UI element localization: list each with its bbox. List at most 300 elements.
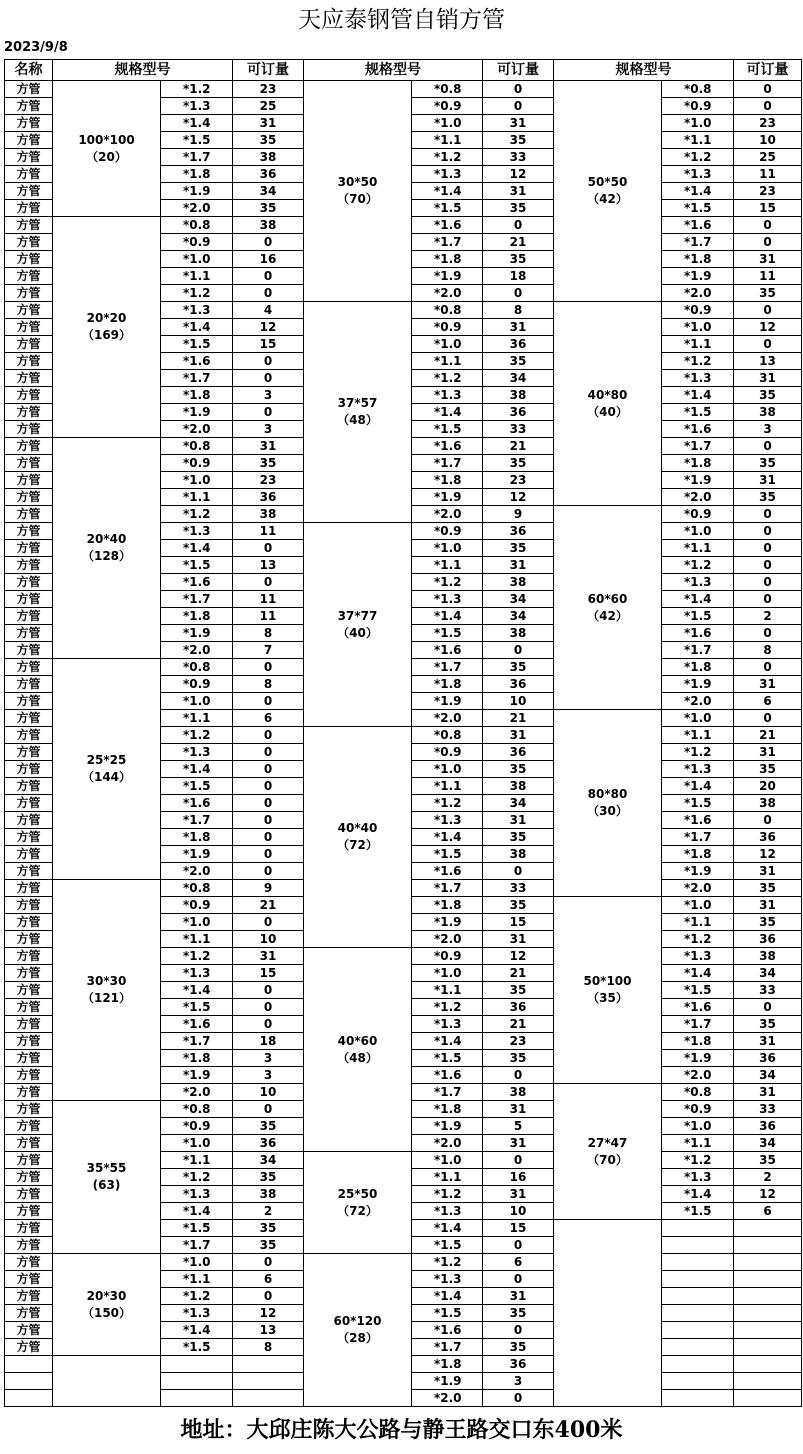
thickness-cell: *1.8 (662, 1033, 734, 1050)
thickness-cell: *1.4 (662, 591, 734, 608)
quantity-cell: 31 (483, 183, 554, 200)
thickness-cell: *0.8 (412, 727, 483, 744)
size-group-cell (53, 1254, 161, 1356)
quantity-cell: 0 (734, 999, 802, 1016)
thickness-cell (662, 1322, 734, 1339)
quantity-cell: 0 (233, 370, 304, 387)
product-name-cell: 方管 (5, 421, 53, 438)
thickness-cell: *1.3 (412, 591, 483, 608)
quantity-cell: 23 (483, 1033, 554, 1050)
quantity-cell: 3 (233, 387, 304, 404)
product-name-cell: 方管 (5, 761, 53, 778)
size-count: （72） (337, 1203, 378, 1218)
quantity-cell: 35 (483, 659, 554, 676)
thickness-cell: *1.7 (412, 659, 483, 676)
quantity-cell: 35 (233, 200, 304, 217)
quantity-cell: 38 (483, 1084, 554, 1101)
thickness-cell: *1.8 (412, 1101, 483, 1118)
quantity-cell: 35 (734, 880, 802, 897)
product-name-cell: 方管 (5, 880, 53, 897)
header-row (5, 60, 802, 81)
thickness-cell: *1.7 (662, 438, 734, 455)
size-count: （70） (337, 192, 378, 206)
quantity-cell: 31 (734, 1033, 802, 1050)
thickness-cell: *2.0 (161, 863, 233, 880)
quantity-cell: 38 (734, 948, 802, 965)
size-group-cell (554, 897, 662, 1084)
thickness-cell: *1.5 (412, 200, 483, 217)
quantity-cell: 21 (233, 897, 304, 914)
thickness-cell: *1.3 (161, 98, 233, 115)
quantity-cell: 35 (734, 1152, 802, 1169)
thickness-cell: *1.8 (161, 829, 233, 846)
quantity-cell: 31 (483, 1135, 554, 1152)
thickness-cell: *1.8 (662, 251, 734, 268)
quantity-cell: 0 (483, 285, 554, 302)
thickness-cell (662, 1288, 734, 1305)
thickness-cell: *1.2 (161, 81, 233, 98)
thickness-cell: *2.0 (412, 1390, 483, 1407)
thickness-cell: *1.5 (662, 1203, 734, 1220)
thickness-cell: *1.4 (662, 1186, 734, 1203)
product-name-cell: 方管 (5, 727, 53, 744)
thickness-cell: *1.1 (412, 1169, 483, 1186)
size-count: （48） (337, 413, 378, 427)
quantity-cell: 31 (483, 115, 554, 132)
quantity-cell: 7 (233, 642, 304, 659)
thickness-cell: *1.2 (161, 506, 233, 523)
quantity-cell: 13 (233, 1322, 304, 1339)
quantity-cell: 31 (734, 863, 802, 880)
quantity-cell: 36 (483, 999, 554, 1016)
quantity-cell: 0 (734, 574, 802, 591)
product-name-cell: 方管 (5, 319, 53, 336)
quantity-cell: 9 (233, 880, 304, 897)
product-name-cell: 方管 (5, 115, 53, 132)
size-group-cell (53, 438, 161, 659)
size-group-cell (53, 81, 161, 217)
quantity-cell: 31 (483, 1101, 554, 1118)
thickness-cell: *1.1 (662, 914, 734, 931)
product-name-cell: 方管 (5, 1169, 53, 1186)
thickness-cell: *1.9 (161, 846, 233, 863)
quantity-cell: 36 (734, 1118, 802, 1135)
thickness-cell: *1.9 (161, 183, 233, 200)
thickness-cell: *1.3 (161, 302, 233, 319)
quantity-cell: 0 (734, 710, 802, 727)
quantity-cell: 16 (483, 1169, 554, 1186)
quantity-cell: 31 (483, 1186, 554, 1203)
product-name-cell: 方管 (5, 1101, 53, 1118)
thickness-cell: *1.4 (161, 319, 233, 336)
product-name-cell: 方管 (5, 472, 53, 489)
quantity-cell: 35 (734, 914, 802, 931)
thickness-cell: *1.1 (161, 1271, 233, 1288)
quantity-cell: 31 (734, 472, 802, 489)
quantity-cell (734, 1288, 802, 1305)
size-count: （128） (81, 549, 132, 563)
thickness-cell: *1.8 (412, 472, 483, 489)
thickness-cell: *1.2 (662, 557, 734, 574)
thickness-cell: *1.0 (412, 1152, 483, 1169)
thickness-cell: *0.9 (161, 455, 233, 472)
quantity-cell: 35 (233, 1237, 304, 1254)
product-name-cell: 方管 (5, 506, 53, 523)
thickness-cell: *1.5 (161, 336, 233, 353)
product-name-cell: 方管 (5, 1288, 53, 1305)
thickness-cell: *1.0 (662, 319, 734, 336)
product-name-cell: 方管 (5, 183, 53, 200)
quantity-cell: 31 (483, 812, 554, 829)
thickness-cell: *1.3 (161, 1186, 233, 1203)
thickness-cell: *1.3 (662, 1169, 734, 1186)
thickness-cell: *1.6 (412, 1322, 483, 1339)
thickness-cell: *1.9 (412, 1118, 483, 1135)
thickness-cell: *1.0 (662, 897, 734, 914)
product-name-cell: 方管 (5, 268, 53, 285)
quantity-cell: 0 (233, 999, 304, 1016)
quantity-cell: 35 (483, 829, 554, 846)
quantity-cell: 13 (734, 353, 802, 370)
thickness-cell: *0.8 (662, 1084, 734, 1101)
thickness-cell: *1.0 (161, 693, 233, 710)
quantity-cell: 12 (233, 1305, 304, 1322)
thickness-cell: *1.6 (662, 625, 734, 642)
thickness-cell: *0.9 (412, 98, 483, 115)
product-name-cell: 方管 (5, 948, 53, 965)
thickness-cell: *1.6 (161, 795, 233, 812)
quantity-cell: 35 (483, 1305, 554, 1322)
quantity-cell (734, 1305, 802, 1322)
size-label: 35*55 (86, 1161, 127, 1175)
thickness-cell: *1.7 (412, 1084, 483, 1101)
thickness-cell: *1.2 (662, 744, 734, 761)
quantity-cell: 31 (233, 438, 304, 455)
quantity-cell: 0 (233, 846, 304, 863)
thickness-cell: *2.0 (412, 710, 483, 727)
quantity-cell (233, 1356, 304, 1373)
thickness-cell: *1.5 (412, 625, 483, 642)
quantity-cell: 13 (233, 557, 304, 574)
thickness-cell: *1.3 (662, 948, 734, 965)
thickness-cell: *1.9 (161, 1067, 233, 1084)
size-count: （169） (81, 328, 132, 342)
size-count: （70） (587, 1152, 628, 1167)
quantity-cell: 36 (233, 166, 304, 183)
thickness-cell: *1.2 (412, 1186, 483, 1203)
quantity-cell (233, 1390, 304, 1407)
thickness-cell: *1.1 (412, 132, 483, 149)
quantity-cell: 0 (233, 574, 304, 591)
thickness-cell: *1.1 (412, 353, 483, 370)
thickness-cell: *0.8 (412, 81, 483, 98)
size-label: 20*40 (86, 532, 127, 546)
quantity-cell: 0 (233, 540, 304, 557)
quantity-cell: 12 (734, 319, 802, 336)
quantity-cell: 11 (734, 166, 802, 183)
thickness-cell: *1.7 (412, 1339, 483, 1356)
thickness-cell: *1.0 (161, 1254, 233, 1271)
thickness-cell (662, 1390, 734, 1407)
quantity-cell: 0 (734, 540, 802, 557)
quantity-cell: 33 (734, 1101, 802, 1118)
quantity-cell: 36 (483, 744, 554, 761)
quantity-cell: 33 (483, 880, 554, 897)
quantity-cell: 0 (734, 812, 802, 829)
thickness-cell: *1.9 (662, 472, 734, 489)
thickness-cell: *1.3 (161, 1305, 233, 1322)
quantity-cell: 35 (483, 761, 554, 778)
quantity-cell: 36 (483, 1356, 554, 1373)
quantity-cell: 35 (233, 132, 304, 149)
quantity-cell: 38 (483, 846, 554, 863)
product-name-cell: 方管 (5, 1186, 53, 1203)
size-label: 25*50 (337, 1186, 378, 1201)
quantity-cell: 0 (233, 761, 304, 778)
quantity-cell: 0 (734, 336, 802, 353)
thickness-cell: *2.0 (161, 200, 233, 217)
thickness-cell: *1.4 (161, 115, 233, 132)
product-name-cell: 方管 (5, 540, 53, 557)
thickness-cell: *1.3 (662, 574, 734, 591)
quantity-cell: 21 (483, 234, 554, 251)
thickness-cell: *1.5 (412, 1050, 483, 1067)
quantity-cell: 23 (483, 472, 554, 489)
quantity-cell: 35 (734, 489, 802, 506)
quantity-cell: 34 (483, 795, 554, 812)
quantity-cell: 0 (233, 863, 304, 880)
quantity-cell (233, 1373, 304, 1390)
quantity-cell: 23 (233, 472, 304, 489)
thickness-cell: *1.4 (412, 1288, 483, 1305)
product-name-cell: 方管 (5, 931, 53, 948)
product-name-cell: 方管 (5, 642, 53, 659)
quantity-cell: 3 (233, 1067, 304, 1084)
thickness-cell: *1.1 (662, 1135, 734, 1152)
quantity-cell: 0 (734, 234, 802, 251)
quantity-cell: 35 (734, 387, 802, 404)
product-name-cell: 方管 (5, 149, 53, 166)
size-count: （35） (587, 991, 628, 1005)
thickness-cell: *1.8 (412, 251, 483, 268)
quantity-cell: 0 (483, 642, 554, 659)
quantity-cell: 0 (734, 557, 802, 574)
size-label: 40*40 (337, 821, 378, 835)
thickness-cell (662, 1356, 734, 1373)
quantity-cell: 38 (483, 778, 554, 795)
quantity-cell (734, 1356, 802, 1373)
thickness-cell: *1.1 (161, 268, 233, 285)
thickness-cell: *1.7 (161, 149, 233, 166)
quantity-cell: 35 (483, 251, 554, 268)
quantity-cell: 34 (483, 608, 554, 625)
product-name-cell: 方管 (5, 812, 53, 829)
thickness-cell: *1.8 (161, 166, 233, 183)
size-label: 25*25 (86, 753, 127, 767)
product-name-cell: 方管 (5, 404, 53, 421)
thickness-cell: *1.2 (412, 1254, 483, 1271)
quantity-cell: 31 (734, 744, 802, 761)
quantity-cell: 0 (734, 659, 802, 676)
product-name-cell: 方管 (5, 1203, 53, 1220)
thickness-cell: *1.2 (412, 574, 483, 591)
quantity-cell: 0 (483, 1067, 554, 1084)
quantity-cell: 34 (483, 370, 554, 387)
size-count: （20） (86, 149, 127, 164)
thickness-cell: *1.0 (662, 523, 734, 540)
thickness-cell: *1.6 (412, 863, 483, 880)
header-qty: 可订量 (483, 60, 554, 81)
thickness-cell: *1.6 (662, 812, 734, 829)
quantity-cell: 6 (483, 1254, 554, 1271)
header-qty: 可订量 (233, 60, 304, 81)
quantity-cell: 35 (483, 200, 554, 217)
thickness-cell: *1.6 (161, 574, 233, 591)
thickness-cell: *1.2 (412, 149, 483, 166)
thickness-cell: *1.1 (161, 1152, 233, 1169)
thickness-cell: *1.4 (412, 1033, 483, 1050)
quantity-cell (734, 1220, 802, 1237)
product-name-cell: 方管 (5, 1322, 53, 1339)
thickness-cell: *1.8 (662, 846, 734, 863)
quantity-cell: 35 (483, 897, 554, 914)
quantity-cell: 23 (734, 115, 802, 132)
thickness-cell: *1.2 (161, 285, 233, 302)
quantity-cell: 0 (233, 234, 304, 251)
quantity-cell: 35 (233, 455, 304, 472)
quantity-cell: 34 (734, 965, 802, 982)
product-name-cell: 方管 (5, 166, 53, 183)
quantity-cell: 0 (483, 1152, 554, 1169)
size-label: 40*80 (587, 387, 628, 402)
quantity-cell: 12 (734, 1186, 802, 1203)
quantity-cell: 8 (734, 642, 802, 659)
quantity-cell: 35 (483, 540, 554, 557)
quantity-cell: 38 (233, 149, 304, 166)
quantity-cell: 38 (233, 1186, 304, 1203)
quantity-cell: 2 (734, 608, 802, 625)
size-group-cell (53, 217, 161, 438)
thickness-cell: *1.0 (662, 1118, 734, 1135)
quantity-cell: 3 (483, 1373, 554, 1390)
quantity-cell: 38 (483, 387, 554, 404)
quantity-cell: 38 (734, 404, 802, 421)
thickness-cell: *1.1 (161, 710, 233, 727)
thickness-cell (662, 1339, 734, 1356)
quantity-cell: 35 (483, 132, 554, 149)
thickness-cell: *1.2 (161, 1169, 233, 1186)
thickness-cell: *1.2 (161, 727, 233, 744)
quantity-cell: 35 (233, 1220, 304, 1237)
header-qty: 可订量 (734, 60, 802, 81)
size-count: （72） (337, 838, 378, 852)
quantity-cell: 31 (734, 1084, 802, 1101)
quantity-cell: 34 (734, 1135, 802, 1152)
quantity-cell: 36 (233, 1135, 304, 1152)
product-name-cell: 方管 (5, 625, 53, 642)
size-label: 100*100 (78, 132, 135, 147)
product-name-cell: 方管 (5, 863, 53, 880)
product-name-cell: 方管 (5, 81, 53, 98)
product-name-cell: 方管 (5, 1135, 53, 1152)
thickness-cell: *1.9 (662, 268, 734, 285)
quantity-cell: 33 (483, 149, 554, 166)
address-footer: 地址：大邱庄陈大公路与静王路交口东400米 (180, 1417, 623, 1443)
product-name-cell: 方管 (5, 999, 53, 1016)
thickness-cell: *1.2 (161, 1288, 233, 1305)
quantity-cell: 8 (233, 625, 304, 642)
quantity-cell: 35 (233, 1118, 304, 1135)
size-label: 30*30 (86, 974, 127, 988)
thickness-cell: *1.5 (161, 778, 233, 795)
thickness-cell: *1.0 (662, 115, 734, 132)
quantity-cell: 15 (483, 1220, 554, 1237)
quantity-cell: 0 (734, 302, 802, 319)
thickness-cell (662, 1271, 734, 1288)
quantity-cell: 0 (233, 829, 304, 846)
thickness-cell: *1.7 (161, 812, 233, 829)
product-name-cell: 方管 (5, 557, 53, 574)
product-name-cell: 方管 (5, 659, 53, 676)
quantity-cell: 0 (233, 353, 304, 370)
quantity-cell: 0 (233, 744, 304, 761)
quantity-cell: 0 (233, 1288, 304, 1305)
thickness-cell: *1.0 (412, 336, 483, 353)
quantity-cell: 11 (233, 523, 304, 540)
thickness-cell: *1.5 (161, 999, 233, 1016)
quantity-cell: 0 (233, 285, 304, 302)
thickness-cell: *1.4 (412, 1220, 483, 1237)
thickness-cell: *1.4 (161, 1322, 233, 1339)
quantity-cell: 0 (233, 914, 304, 931)
thickness-cell (161, 1373, 233, 1390)
quantity-cell: 2 (734, 1169, 802, 1186)
quantity-cell: 0 (233, 778, 304, 795)
thickness-cell: *1.7 (412, 234, 483, 251)
thickness-cell: *1.0 (161, 1135, 233, 1152)
quantity-cell: 36 (233, 489, 304, 506)
thickness-cell: *1.6 (161, 1016, 233, 1033)
thickness-cell: *1.4 (161, 982, 233, 999)
thickness-cell: *0.9 (412, 744, 483, 761)
thickness-cell: *1.6 (662, 999, 734, 1016)
quantity-cell: 15 (233, 336, 304, 353)
size-label: 37*57 (337, 396, 378, 410)
quantity-cell (734, 1373, 802, 1390)
quantity-cell: 31 (734, 370, 802, 387)
thickness-cell: *1.7 (161, 591, 233, 608)
thickness-cell: *0.8 (161, 659, 233, 676)
thickness-cell: *1.4 (662, 183, 734, 200)
quantity-cell: 11 (233, 608, 304, 625)
quantity-cell: 8 (233, 1339, 304, 1356)
thickness-cell: *1.0 (412, 115, 483, 132)
thickness-cell: *1.4 (662, 965, 734, 982)
thickness-cell: *1.0 (662, 710, 734, 727)
thickness-cell: *1.8 (412, 1356, 483, 1373)
quantity-cell: 0 (734, 217, 802, 234)
size-group-cell (304, 302, 412, 523)
quantity-cell: 15 (233, 965, 304, 982)
thickness-cell: *1.6 (161, 353, 233, 370)
thickness-cell: *1.4 (161, 1203, 233, 1220)
thickness-cell (662, 1373, 734, 1390)
thickness-cell: *2.0 (412, 931, 483, 948)
product-name-cell: 方管 (5, 489, 53, 506)
thickness-cell: *1.9 (161, 404, 233, 421)
product-name-cell: 方管 (5, 829, 53, 846)
thickness-cell: *2.0 (412, 1135, 483, 1152)
